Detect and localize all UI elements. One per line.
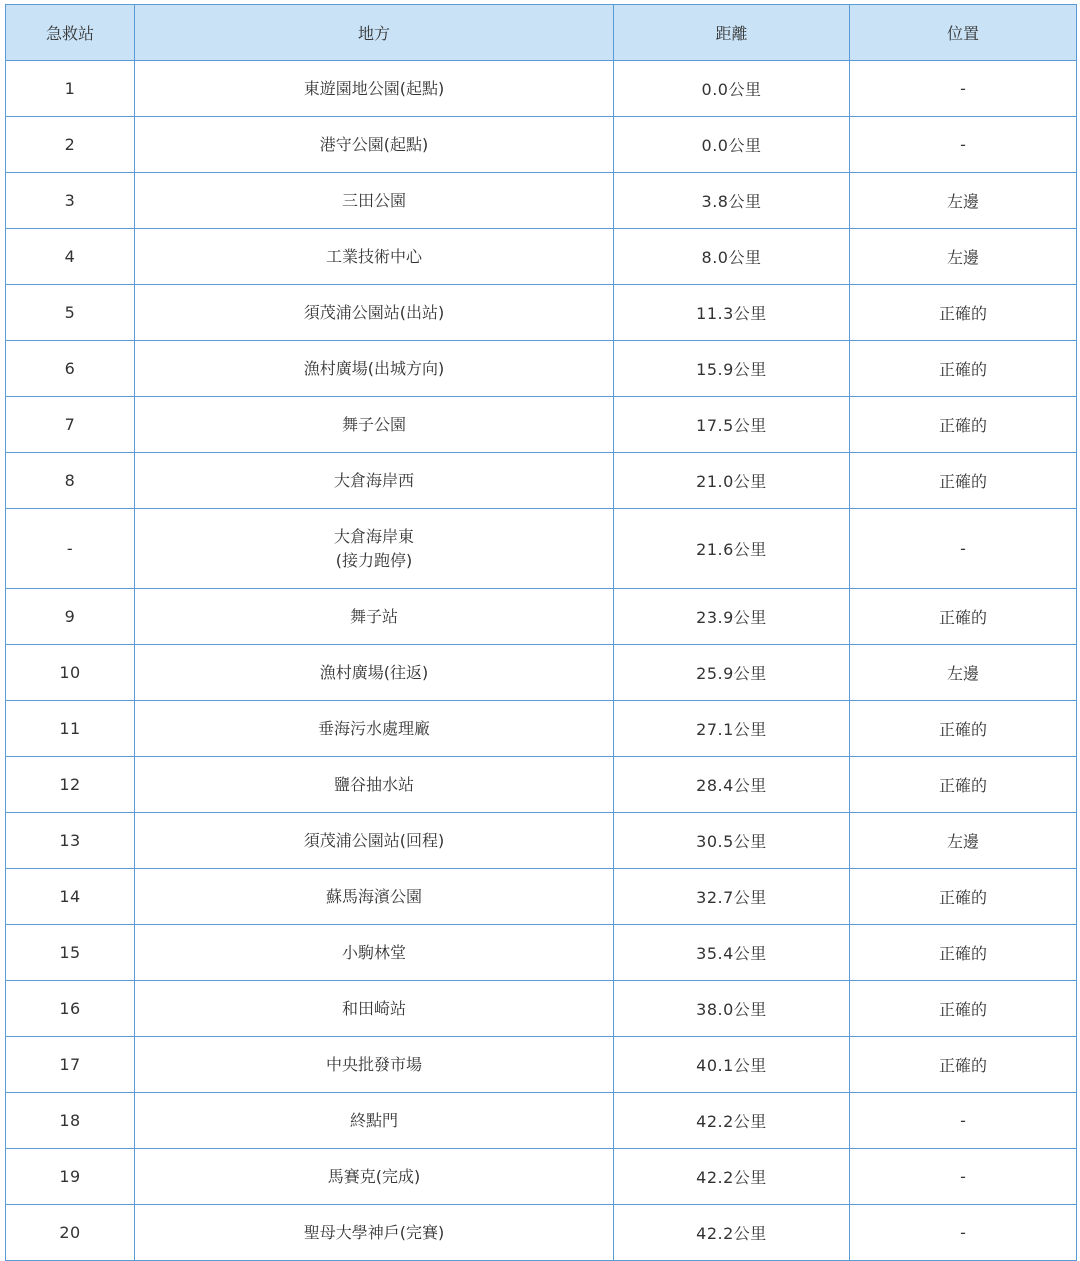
cell-place [135,701,614,757]
header-place: 地方 [135,5,614,61]
cell-place [135,453,614,509]
table-row [6,509,1077,589]
cell-place [135,1037,614,1093]
place-line: 終點門 [349,1110,398,1130]
cell-station: 9 [6,589,135,645]
cell-place [135,285,614,341]
cell-distance: 42.2公里 [614,1093,850,1149]
table-row [6,341,1077,397]
cell-distance: 27.1公里 [614,701,850,757]
cell-distance: 40.1公里 [614,1037,850,1093]
cell-side: 左邊 [850,229,1077,285]
place-line: 舞子站 [349,606,398,626]
cell-station: 3 [6,173,135,229]
cell-side: 左邊 [850,645,1077,701]
table-row [6,117,1077,173]
table-row [6,453,1077,509]
cell-place [135,117,614,173]
cell-station: 8 [6,453,135,509]
header-distance: 距離 [614,5,850,61]
place-line: 須茂浦公園站(出站) [303,302,445,322]
table-row [6,61,1077,117]
cell-side: 正確的 [850,869,1077,925]
cell-station: 17 [6,1037,135,1093]
table-row [6,981,1077,1037]
cell-distance: 25.9公里 [614,645,850,701]
place-line: 大倉海岸西 [333,470,414,490]
cell-side: 正確的 [850,285,1077,341]
table-row [6,757,1077,813]
cell-place [135,61,614,117]
place-line: (接力跑停) [335,550,413,570]
cell-distance: 42.2公里 [614,1205,850,1261]
cell-side: 正確的 [850,925,1077,981]
table-row [6,701,1077,757]
place-line: 三田公園 [341,190,406,210]
cell-station: 1 [6,61,135,117]
cell-distance: 30.5公里 [614,813,850,869]
cell-place [135,1205,614,1261]
cell-side: 正確的 [850,341,1077,397]
cell-station: 5 [6,285,135,341]
place-line: 小駒林堂 [341,942,406,962]
cell-distance: 11.3公里 [614,285,850,341]
cell-side: 正確的 [850,453,1077,509]
cell-distance: 3.8公里 [614,173,850,229]
cell-distance: 8.0公里 [614,229,850,285]
cell-distance: 42.2公里 [614,1149,850,1205]
place-line: 舞子公園 [341,414,406,434]
place-line: 漁村廣場(往返) [319,662,429,682]
cell-side: 左邊 [850,173,1077,229]
table-row [6,869,1077,925]
cell-distance: 38.0公里 [614,981,850,1037]
cell-side: - [850,61,1077,117]
cell-station: 7 [6,397,135,453]
place-line: 聖母大學神戶(完賽) [303,1222,445,1242]
cell-place [135,1093,614,1149]
cell-distance: 32.7公里 [614,869,850,925]
cell-side: - [850,1093,1077,1149]
cell-place [135,813,614,869]
cell-place [135,757,614,813]
table-row [6,645,1077,701]
cell-station: 6 [6,341,135,397]
cell-station: 16 [6,981,135,1037]
table-row [6,229,1077,285]
cell-station: 20 [6,1205,135,1261]
cell-place [135,645,614,701]
table-row [6,173,1077,229]
cell-side: 正確的 [850,1037,1077,1093]
cell-side: - [850,1205,1077,1261]
cell-station: 19 [6,1149,135,1205]
place-line: 鹽谷抽水站 [333,774,414,794]
place-line: 工業技術中心 [325,246,422,266]
cell-place [135,397,614,453]
cell-place [135,341,614,397]
place-line: 垂海污水處理廠 [317,718,430,738]
cell-distance: 23.9公里 [614,589,850,645]
cell-side: 正確的 [850,757,1077,813]
cell-distance: 35.4公里 [614,925,850,981]
table-row [6,1149,1077,1205]
cell-station: 15 [6,925,135,981]
cell-distance: 17.5公里 [614,397,850,453]
cell-side: - [850,117,1077,173]
table-row [6,925,1077,981]
cell-distance: 28.4公里 [614,757,850,813]
cell-side: 正確的 [850,589,1077,645]
table-row [6,285,1077,341]
cell-station: 13 [6,813,135,869]
table-row [6,1205,1077,1261]
cell-place [135,229,614,285]
cell-side: - [850,509,1077,589]
place-line: 馬賽克(完成) [327,1166,421,1186]
cell-station: - [6,509,135,589]
cell-station: 2 [6,117,135,173]
cell-side: 左邊 [850,813,1077,869]
cell-distance: 21.0公里 [614,453,850,509]
aid-station-table [5,4,1077,1261]
cell-place [135,173,614,229]
table-row [6,813,1077,869]
cell-place [135,981,614,1037]
cell-station: 18 [6,1093,135,1149]
cell-place [135,925,614,981]
cell-side: 正確的 [850,701,1077,757]
cell-place [135,509,614,589]
table-row [6,1037,1077,1093]
cell-place [135,589,614,645]
place-line: 港守公園(起點) [319,134,429,154]
cell-distance: 0.0公里 [614,117,850,173]
cell-station: 10 [6,645,135,701]
cell-station: 4 [6,229,135,285]
table-row [6,1093,1077,1149]
table-row [6,397,1077,453]
cell-distance: 0.0公里 [614,61,850,117]
cell-place [135,1149,614,1205]
header-station: 急救站 [6,5,135,61]
place-line: 中央批發市場 [325,1054,422,1074]
header-side: 位置 [850,5,1077,61]
table-header-row [6,5,1077,61]
cell-station: 14 [6,869,135,925]
cell-distance: 21.6公里 [614,509,850,589]
table-row [6,589,1077,645]
cell-place [135,869,614,925]
place-line: 蘇馬海濱公園 [325,886,422,906]
place-line: 大倉海岸東 [333,526,414,546]
cell-station: 12 [6,757,135,813]
place-line: 須茂浦公園站(回程) [303,830,445,850]
cell-station: 11 [6,701,135,757]
place-line: 漁村廣場(出城方向) [303,358,445,378]
place-line: 和田崎站 [341,998,406,1018]
table-body [6,61,1077,1261]
cell-side: 正確的 [850,397,1077,453]
cell-side: - [850,1149,1077,1205]
cell-distance: 15.9公里 [614,341,850,397]
cell-side: 正確的 [850,981,1077,1037]
place-line: 東遊園地公園(起點) [303,78,445,98]
